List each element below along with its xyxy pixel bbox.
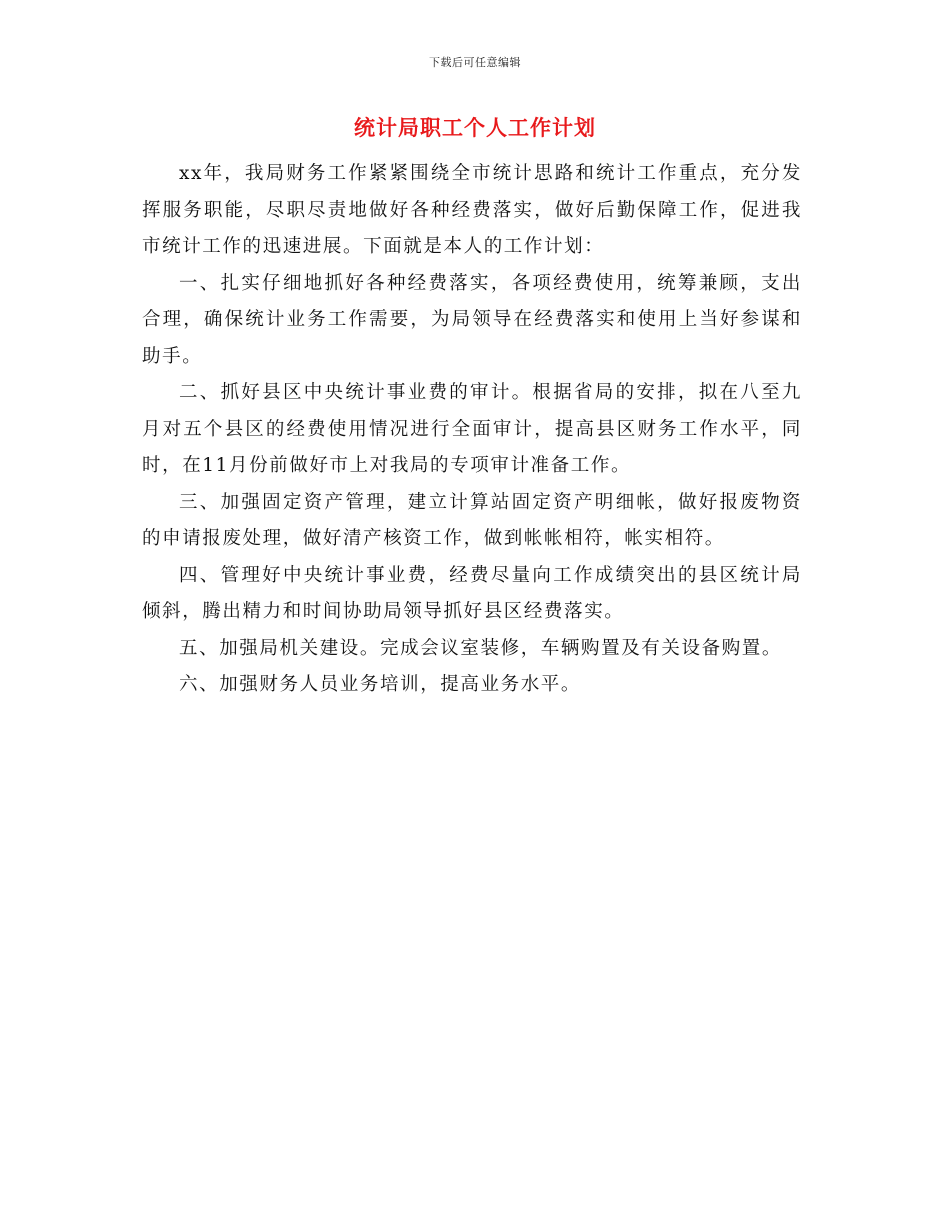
document-body [142,156,802,704]
paragraph-item-4: 四、管理好中央统计事业费，经费尽量向工作成绩突出的县区统计局倾斜，腾出精力和时间协助局领导抓好县区经费落实。 [142,564,802,622]
paragraph-item-3: 三、加强固定资产管理，建立计算站固定资产明细帐，做好报废物资的申请报废处理，做好清产核资工作，做到帐帐相符，帐实相符。 [142,491,802,549]
paragraph-item-6: 六、加强财务人员业务培训，提高业务水平。 [179,674,582,695]
paragraph-intro: xx年，我局财务工作紧紧围绕全市统计思路和统计工作重点，充分发挥服务职能，尽职尽责地做好各种经费落实，做好后勤保障工作，促进我市统计工作的迅速进展。下面就是本人的工作计划： [142,163,802,257]
paragraph-item-2: 二、抓好县区中央统计事业费的审计。根据省局的安排，拟在八至九月对五个县区的经费使用情况进行全面审计，提高县区财务工作水平，同时，在11月份前做好市上对我局的专项审计准备工作。 [142,382,802,476]
header-note: 下载后可任意编辑 [429,56,521,69]
document-title: 统计局职工个人工作计划 [354,115,596,140]
paragraph-item-1: 一、扎实仔细地抓好各种经费落实，各项经费使用，统筹兼顾，支出合理，确保统计业务工作需要，为局领导在经费落实和使用上当好参谋和助手。 [142,272,802,367]
paragraph-item-5: 五、加强局机关建设。完成会议室装修，车辆购置及有关设备购置。 [179,637,783,659]
